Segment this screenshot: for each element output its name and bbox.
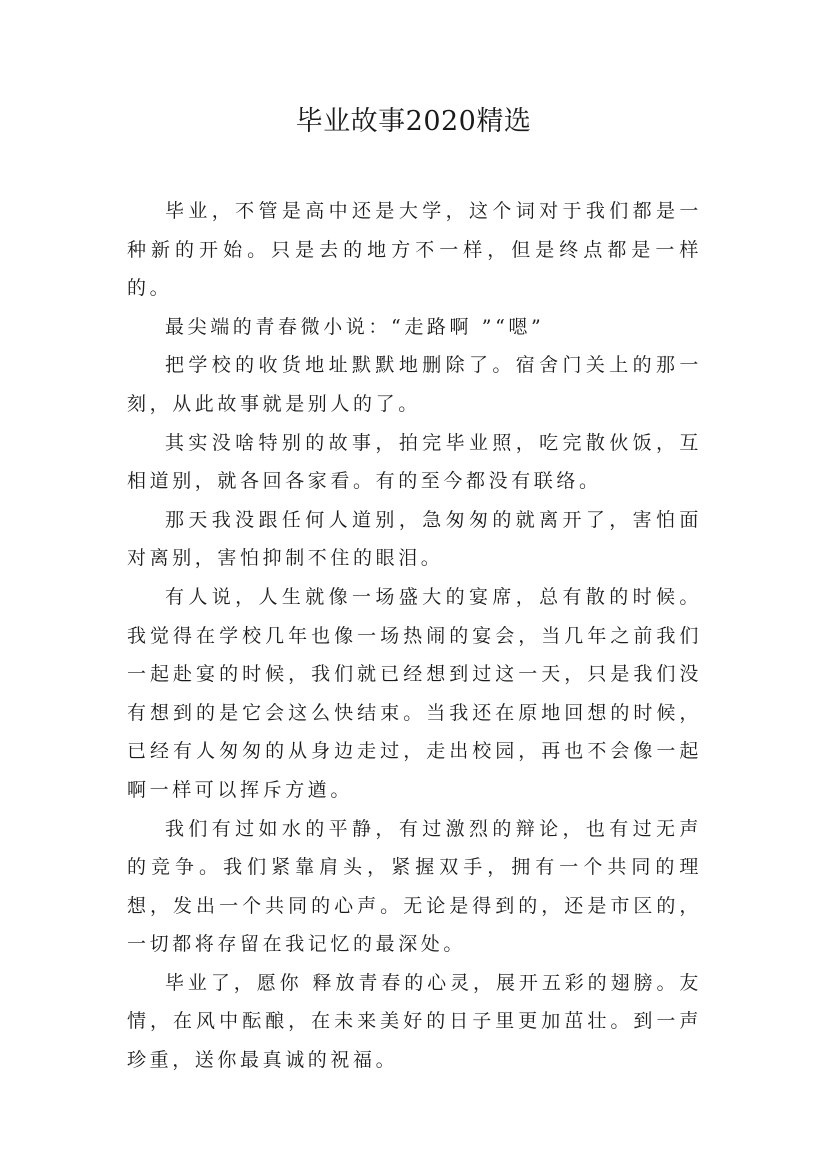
document-title: 毕业故事2020精选 — [295, 106, 532, 137]
paragraph: 毕业了，愿你 释放青春的心灵，展开五彩的翅膀。友情，在风中酝酿，在未来美好的日子里更加茁壮。到一声珍重，送你最真诚的祝福。 — [127, 971, 702, 1072]
paragraph: 那天我没跟任何人道别，急匆匆的就离开了，害怕面对离别，害怕抑制不住的眼泪。 — [127, 508, 702, 570]
document-body — [127, 192, 702, 1080]
paragraph: 毕业，不管是高中还是大学，这个词对于我们都是一种新的开始。只是去的地方不一样，但是终点都是一样的。 — [127, 200, 702, 300]
paragraph: 最尖端的青春微小说：“走路啊 ”“嗯” — [165, 315, 545, 338]
paragraph: 我们有过如水的平静，有过激烈的辩论，也有过无声的竞争。我们紧靠肩头，紧握双手，拥有一个共同的理想，发出一个共同的心声。无论是得到的，还是市区的，一切都将存留在我记忆的最深处。 — [127, 817, 702, 956]
paragraph: 有人说，人生就像一场盛大的宴席，总有散的时候。我觉得在学校几年也像一场热闹的宴会，当几年之前我们一起赴宴的时候，我们就已经想到过这一天，只是我们没有想到的是它会这么快结束。当我还在原地回想的时候，已经有人匆匆的从身边走过，走出校园，再也不会像一起啊一样可以挥斥方遒。 — [127, 585, 702, 801]
paragraph: 把学校的收货地址默默地删除了。宿舍门关上的那一刻，从此故事就是别人的了。 — [127, 354, 702, 415]
paragraph: 其实没啥特别的故事，拍完毕业照，吃完散伙饭，互相道别，就各回各家看。有的至今都没有联络。 — [127, 431, 702, 493]
